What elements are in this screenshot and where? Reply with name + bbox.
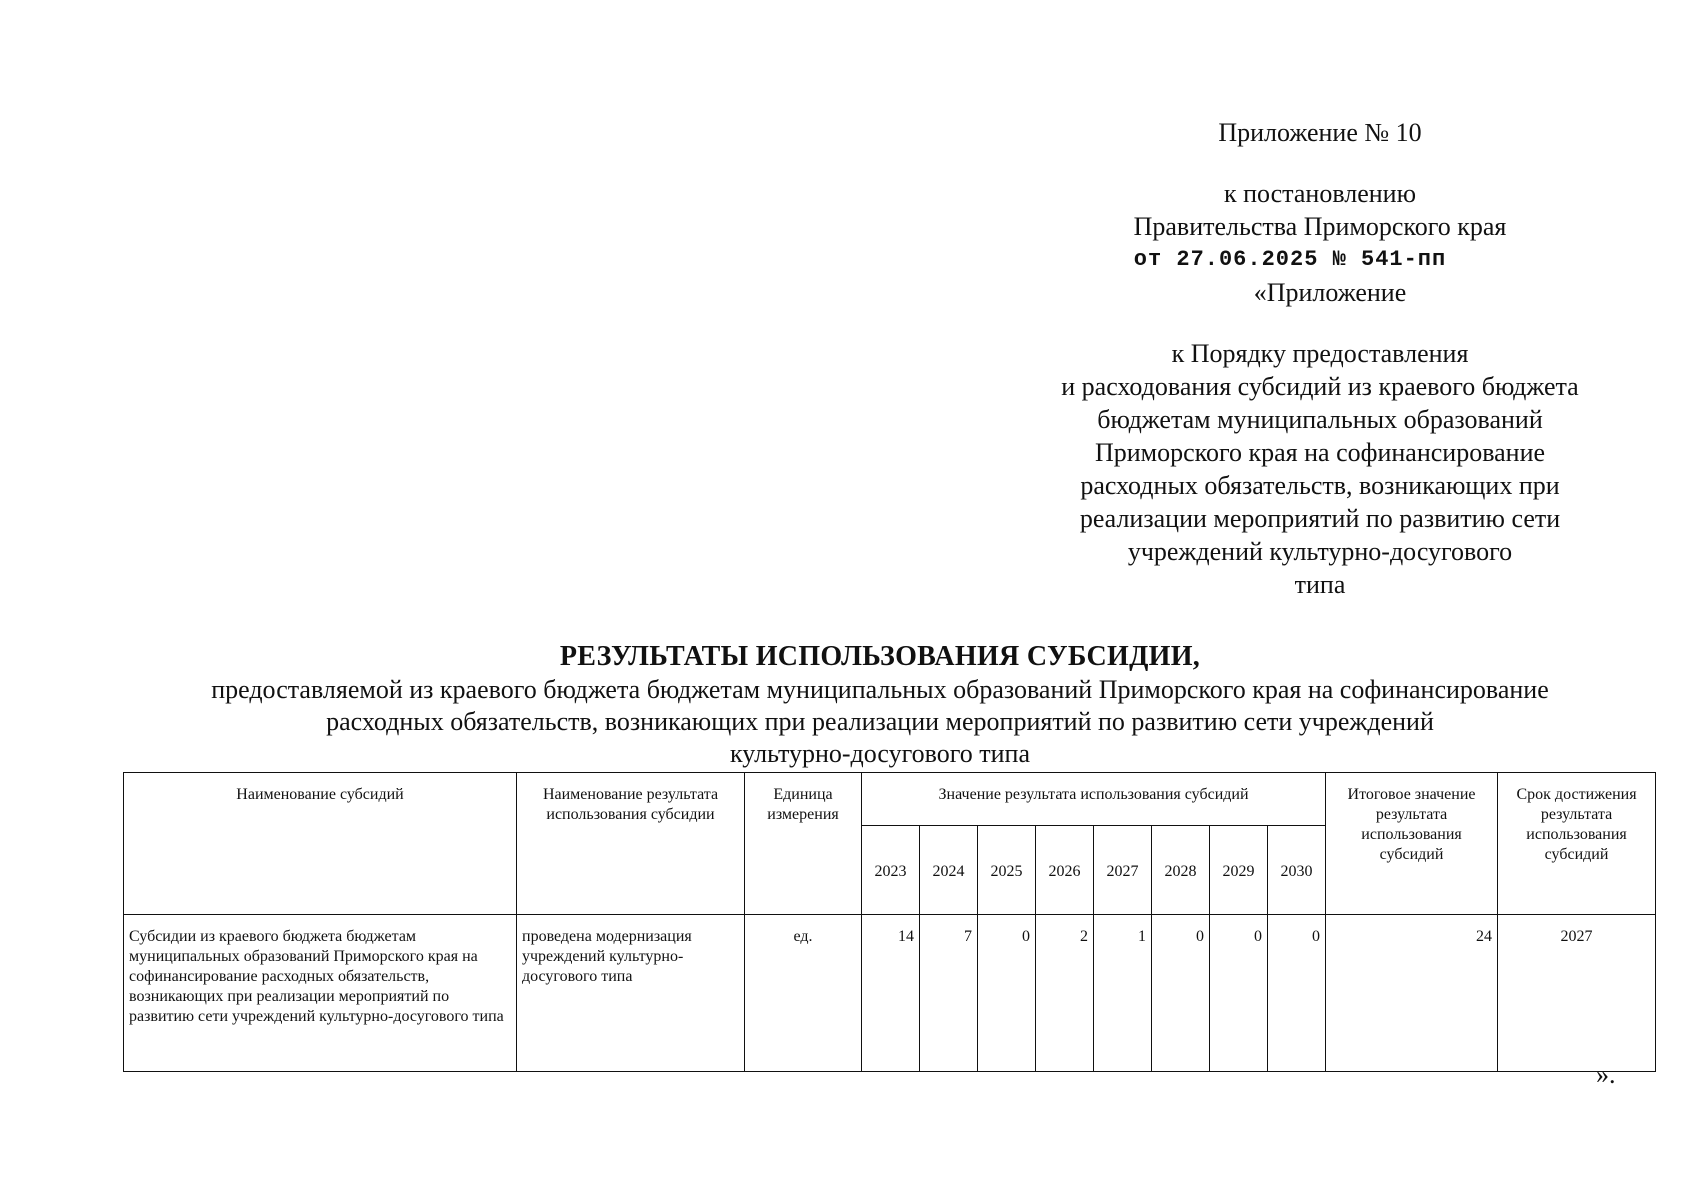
cell-value-2023: 14	[862, 915, 920, 1072]
subtitle-line: культурно-досугового типа	[730, 739, 1030, 768]
header-total: Итоговое значение результата использования субсидий	[1326, 773, 1498, 915]
cell-value-2024: 7	[920, 915, 978, 1072]
cell-value-2025: 0	[978, 915, 1036, 1072]
appendix-number: Приложение № 10	[1218, 118, 1422, 147]
order-line: Приморского края на софинансирование	[1094, 438, 1546, 467]
header-unit: Единица измерения	[745, 773, 862, 915]
header-year: 2023	[862, 826, 920, 915]
cell-subsidy-name: Субсидии из краевого бюджета бюджетам муниципальных образований Приморского края на софинансирование расходных обязательств, возникающих при реализации мероприятий по развитию сети учреждений культурно-досугового типа	[124, 915, 517, 1072]
order-line: реализации мероприятий по развитию сети	[1079, 504, 1561, 533]
document-title	[100, 640, 1660, 770]
cell-deadline: 2027	[1498, 915, 1656, 1072]
to-resolution: к постановлению	[1223, 179, 1417, 208]
cell-value-2028: 0	[1152, 915, 1210, 1072]
subtitle-line: расходных обязательств, возникающих при реализации мероприятий по развитию сети учреждений	[326, 707, 1434, 736]
header-year: 2030	[1268, 826, 1326, 915]
header-year: 2025	[978, 826, 1036, 915]
cell-value-2029: 0	[1210, 915, 1268, 1072]
cell-result-name: проведена модернизация учреждений культурно-досугового типа	[517, 915, 745, 1072]
title-subtitle	[100, 674, 1660, 770]
header-year: 2027	[1094, 826, 1152, 915]
order-line: и расходования субсидий из краевого бюджета	[1061, 372, 1579, 401]
resolution-date-stamp: от 27.06.2025 № 541-пп	[1133, 247, 1447, 272]
header-year: 2026	[1036, 826, 1094, 915]
header-year: 2029	[1210, 826, 1268, 915]
order-line: бюджетам муниципальных образований	[1097, 405, 1543, 434]
appendix-quote: «Приложение	[1253, 278, 1407, 307]
government-name: Правительства Приморского края	[1133, 212, 1507, 241]
cell-unit: ед.	[745, 915, 862, 1072]
appendix-header	[1000, 116, 1640, 601]
header-subsidy-name: Наименование субсидий	[124, 773, 517, 915]
table-row	[124, 915, 1656, 1072]
results-table	[123, 772, 1656, 1072]
header-year: 2024	[920, 826, 978, 915]
header-values-group: Значение результата использования субсидий	[862, 773, 1326, 826]
closing-quote-mark: ».	[1596, 1060, 1616, 1089]
cell-total: 24	[1326, 915, 1498, 1072]
table-header-row	[124, 773, 1656, 826]
cell-value-2026: 2	[1036, 915, 1094, 1072]
header-deadline: Срок достижения результата использования субсидий	[1498, 773, 1656, 915]
header-result-name: Наименование результата использования субсидии	[517, 773, 745, 915]
order-line: типа	[1294, 570, 1346, 599]
subtitle-line: предоставляемой из краевого бюджета бюджетам муниципальных образований Приморского края на софинансирование	[211, 675, 1549, 704]
order-line: к Порядку предоставления	[1171, 339, 1469, 368]
cell-value-2030: 0	[1268, 915, 1326, 1072]
order-line: учреждений культурно-досугового	[1127, 537, 1513, 566]
order-line: расходных обязательств, возникающих при	[1080, 471, 1560, 500]
title-main: РЕЗУЛЬТАТЫ ИСПОЛЬЗОВАНИЯ СУБСИДИИ,	[559, 641, 1201, 672]
cell-value-2027: 1	[1094, 915, 1152, 1072]
header-year: 2028	[1152, 826, 1210, 915]
